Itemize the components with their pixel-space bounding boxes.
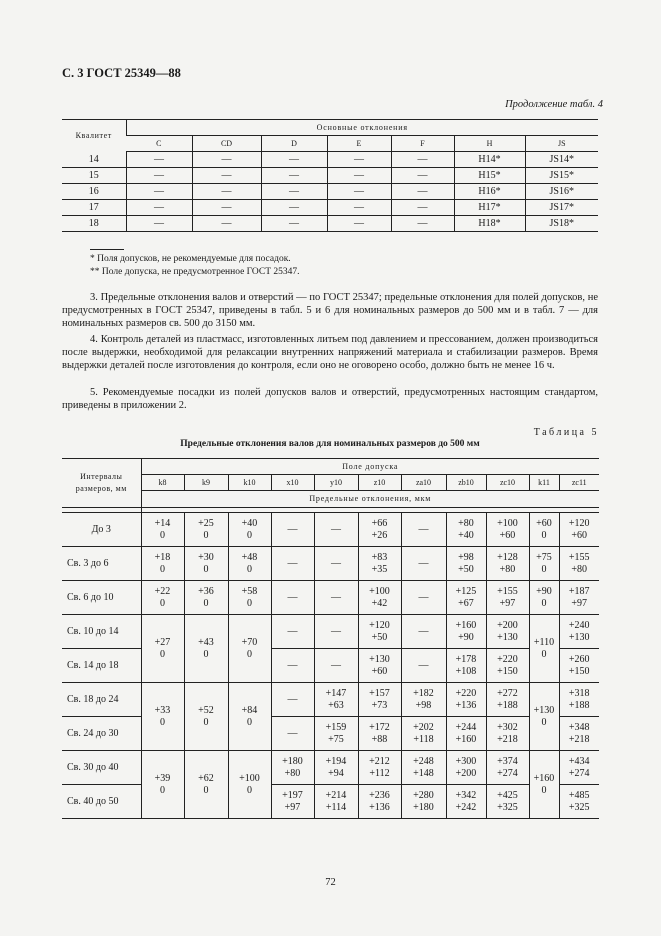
cell: — [271,513,314,547]
tolerance-field-header: Поле допуска [141,459,599,475]
cell: +25 0 [184,513,228,547]
cell: JS15* [525,168,598,184]
cell: — [192,184,261,200]
cell: +98 +50 [446,547,486,581]
cell: +220 +150 [486,649,529,683]
interval: До 3 [62,513,141,547]
units-header: Предельные отклонения, мкм [141,491,599,508]
cell: +84 0 [228,683,271,751]
cell: — [314,513,358,547]
cell: +159 +75 [314,717,358,751]
cell: +178 +108 [446,649,486,683]
interval: Св. 3 до 6 [62,547,141,581]
cell: — [327,216,391,232]
cell: +70 0 [228,615,271,683]
interval: Св. 10 до 14 [62,615,141,649]
cell: +66 +26 [358,513,401,547]
cell: — [192,152,261,168]
cell: — [271,683,314,717]
cell: +52 0 [184,683,228,751]
cell: JS16* [525,184,598,200]
cell: JS18* [525,216,598,232]
cell: JS17* [525,200,598,216]
cell: +180 +80 [271,751,314,785]
cell: +160 +90 [446,615,486,649]
cell: — [401,581,446,615]
page-number: 72 [325,877,336,888]
qualitet-header: Квалитет [75,131,112,141]
cell: — [327,200,391,216]
cell: — [271,717,314,751]
cell: +40 0 [228,513,271,547]
table-row [62,216,598,232]
cell: +155 +97 [486,581,529,615]
cell: — [192,168,261,184]
cell: +130 0 [529,683,559,751]
cell: +120 +60 [559,513,599,547]
col-header: CD [192,136,261,152]
cell: +342 +242 [446,785,486,819]
cell: +18 0 [141,547,184,581]
cell: — [327,152,391,168]
cell: +100 +42 [358,581,401,615]
col-header: D [261,136,327,152]
col-header: F [391,136,454,152]
cell: — [314,547,358,581]
cell: +155 +80 [559,547,599,581]
cell: +110 0 [529,615,559,683]
cell: — [271,649,314,683]
cell: +125 +67 [446,581,486,615]
cell: — [391,152,454,168]
cell: +130 +60 [358,649,401,683]
table-row [62,513,599,547]
cell: +14 0 [141,513,184,547]
cell: +90 0 [529,581,559,615]
cell: — [327,184,391,200]
col-header: E [327,136,391,152]
col-header: C [126,136,192,152]
cell: +147 +63 [314,683,358,717]
footnote: ** Поле допуска, не предусмотренное ГОСТ 25347. [90,267,300,277]
cell: +120 +50 [358,615,401,649]
interval: Св. 18 до 24 [62,683,141,717]
cell: JS14* [525,152,598,168]
cell: — [401,547,446,581]
cell: — [271,581,314,615]
cell: H16* [454,184,525,200]
cell: — [401,615,446,649]
col-header: y10 [314,475,358,491]
cell: +302 +218 [486,717,529,751]
cell: +30 0 [184,547,228,581]
cell: +197 +97 [271,785,314,819]
cell: — [192,216,261,232]
col-header: z10 [358,475,401,491]
interval: Св. 14 до 18 [62,649,141,683]
cell: +194 +94 [314,751,358,785]
table-row [62,615,599,649]
cell: — [261,152,327,168]
table-5-label: Таблица 5 [533,427,599,438]
cell: +236 +136 [358,785,401,819]
cell: +248 +148 [401,751,446,785]
cell: +434 +274 [559,751,599,785]
cell: +244 +160 [446,717,486,751]
table-row [62,581,599,615]
cell: — [327,168,391,184]
col-header: za10 [401,475,446,491]
cell: +272 +188 [486,683,529,717]
col-header: H [454,136,525,152]
paragraph: 5. Рекомендуемые посадки из полей допусков валов и отверстий, предусмотренных настоящим стандартом, приведены в приложении 2. [62,387,598,412]
col-header: k11 [529,475,559,491]
col-header: JS [525,136,598,152]
table-row [62,168,598,184]
cell: — [126,168,192,184]
paragraph: 4. Контроль деталей из пластмасс, изготовленных литьем под давлением и прессованием, должен производиться после выдержки, необходимой для релаксации внутренних напряжений материала и стабилизации размеров. Время выдержки деталей после изготовления до контроля, если оно не оговорено особо, должно быть не менее 16 ч. [62,334,598,372]
cell: — [401,513,446,547]
cell: +75 0 [529,547,559,581]
cell: +83 +35 [358,547,401,581]
cell: 15 [62,168,126,184]
table-row [62,184,598,200]
cell: +100 +60 [486,513,529,547]
interval: Св. 6 до 10 [62,581,141,615]
cell: +62 0 [184,751,228,819]
col-header: k8 [141,475,184,491]
cell: +220 +136 [446,683,486,717]
cell: — [126,200,192,216]
cell: 17 [62,200,126,216]
cell: 14 [62,152,126,168]
cell: +27 0 [141,615,184,683]
cell: — [391,216,454,232]
interval: Св. 24 до 30 [62,717,141,751]
cell: — [391,168,454,184]
cell: +212 +112 [358,751,401,785]
cell: +60 0 [529,513,559,547]
cell: — [401,649,446,683]
cell: +36 0 [184,581,228,615]
cell: — [126,216,192,232]
cell: +172 +88 [358,717,401,751]
cell: H14* [454,152,525,168]
table-row [62,547,599,581]
cell: +100 0 [228,751,271,819]
table-row [62,751,599,785]
cell: — [261,168,327,184]
cell: — [314,581,358,615]
cell: H15* [454,168,525,184]
table-row [62,683,599,717]
cell: +485 +325 [559,785,599,819]
cell: +182 +98 [401,683,446,717]
cell: +318 +188 [559,683,599,717]
paragraph: 3. Предельные отклонения валов и отверстий — по ГОСТ 25347; предельные отклонения для полей допусков, не предусмотренных в ГОСТ 25347, приведены в табл. 5 и 6 для номинальных размеров до 500 мм и в табл. 7 — для номинальных размеров св. 500 до 3150 мм. [62,292,598,330]
cell: — [126,184,192,200]
page-header: С. 3 ГОСТ 25349—88 [62,66,181,80]
cell: — [314,649,358,683]
cell: +58 0 [228,581,271,615]
cell: — [271,547,314,581]
cell: +22 0 [141,581,184,615]
cell: — [314,615,358,649]
cell: +260 +150 [559,649,599,683]
col-header: zb10 [446,475,486,491]
cell: — [192,200,261,216]
cell: +348 +218 [559,717,599,751]
cell: +128 +80 [486,547,529,581]
cell: 16 [62,184,126,200]
col-header: x10 [271,475,314,491]
cell: — [261,216,327,232]
footnote-rule [90,249,124,250]
cell: — [391,184,454,200]
col-header: k10 [228,475,271,491]
col-header: zc10 [486,475,529,491]
cell: +202 +118 [401,717,446,751]
cell: +48 0 [228,547,271,581]
cell: +425 +325 [486,785,529,819]
cell: +200 +130 [486,615,529,649]
interval-header: Интервалы размеров, мм [75,472,127,493]
cell: +160 0 [529,751,559,819]
cell: 18 [88,218,99,229]
cell: +43 0 [184,615,228,683]
cell: — [261,184,327,200]
col-header: k9 [184,475,228,491]
table-5 [62,458,599,819]
cell: +80 +40 [446,513,486,547]
table-continuation-note: Продолжение табл. 4 [505,99,603,110]
cell: — [261,200,327,216]
interval: Св. 40 до 50 [62,785,141,819]
cell: +374 +274 [486,751,529,785]
cell: +280 +180 [401,785,446,819]
cell: +33 0 [141,683,184,751]
col-header: zc11 [559,475,599,491]
cell: +214 +114 [314,785,358,819]
cell: +39 0 [141,751,184,819]
footnote: * Поля допусков, не рекомендуемые для посадок. [90,254,291,264]
cell: — [271,615,314,649]
table-row [62,200,598,216]
interval: Св. 30 до 40 [62,751,141,785]
cell: +187 +97 [559,581,599,615]
cell: H18* [454,216,525,232]
cell: +157 +73 [358,683,401,717]
table-4 [62,119,598,232]
table-5-caption: Предельные отклонения валов для номинальных размеров до 500 мм [180,439,480,449]
cell: — [126,152,192,168]
basic-deviations-header: Основные отклонения [126,120,598,136]
cell: +300 +200 [446,751,486,785]
cell: H17* [454,200,525,216]
cell: +240 +130 [559,615,599,649]
table-row [62,152,598,168]
cell: — [391,200,454,216]
